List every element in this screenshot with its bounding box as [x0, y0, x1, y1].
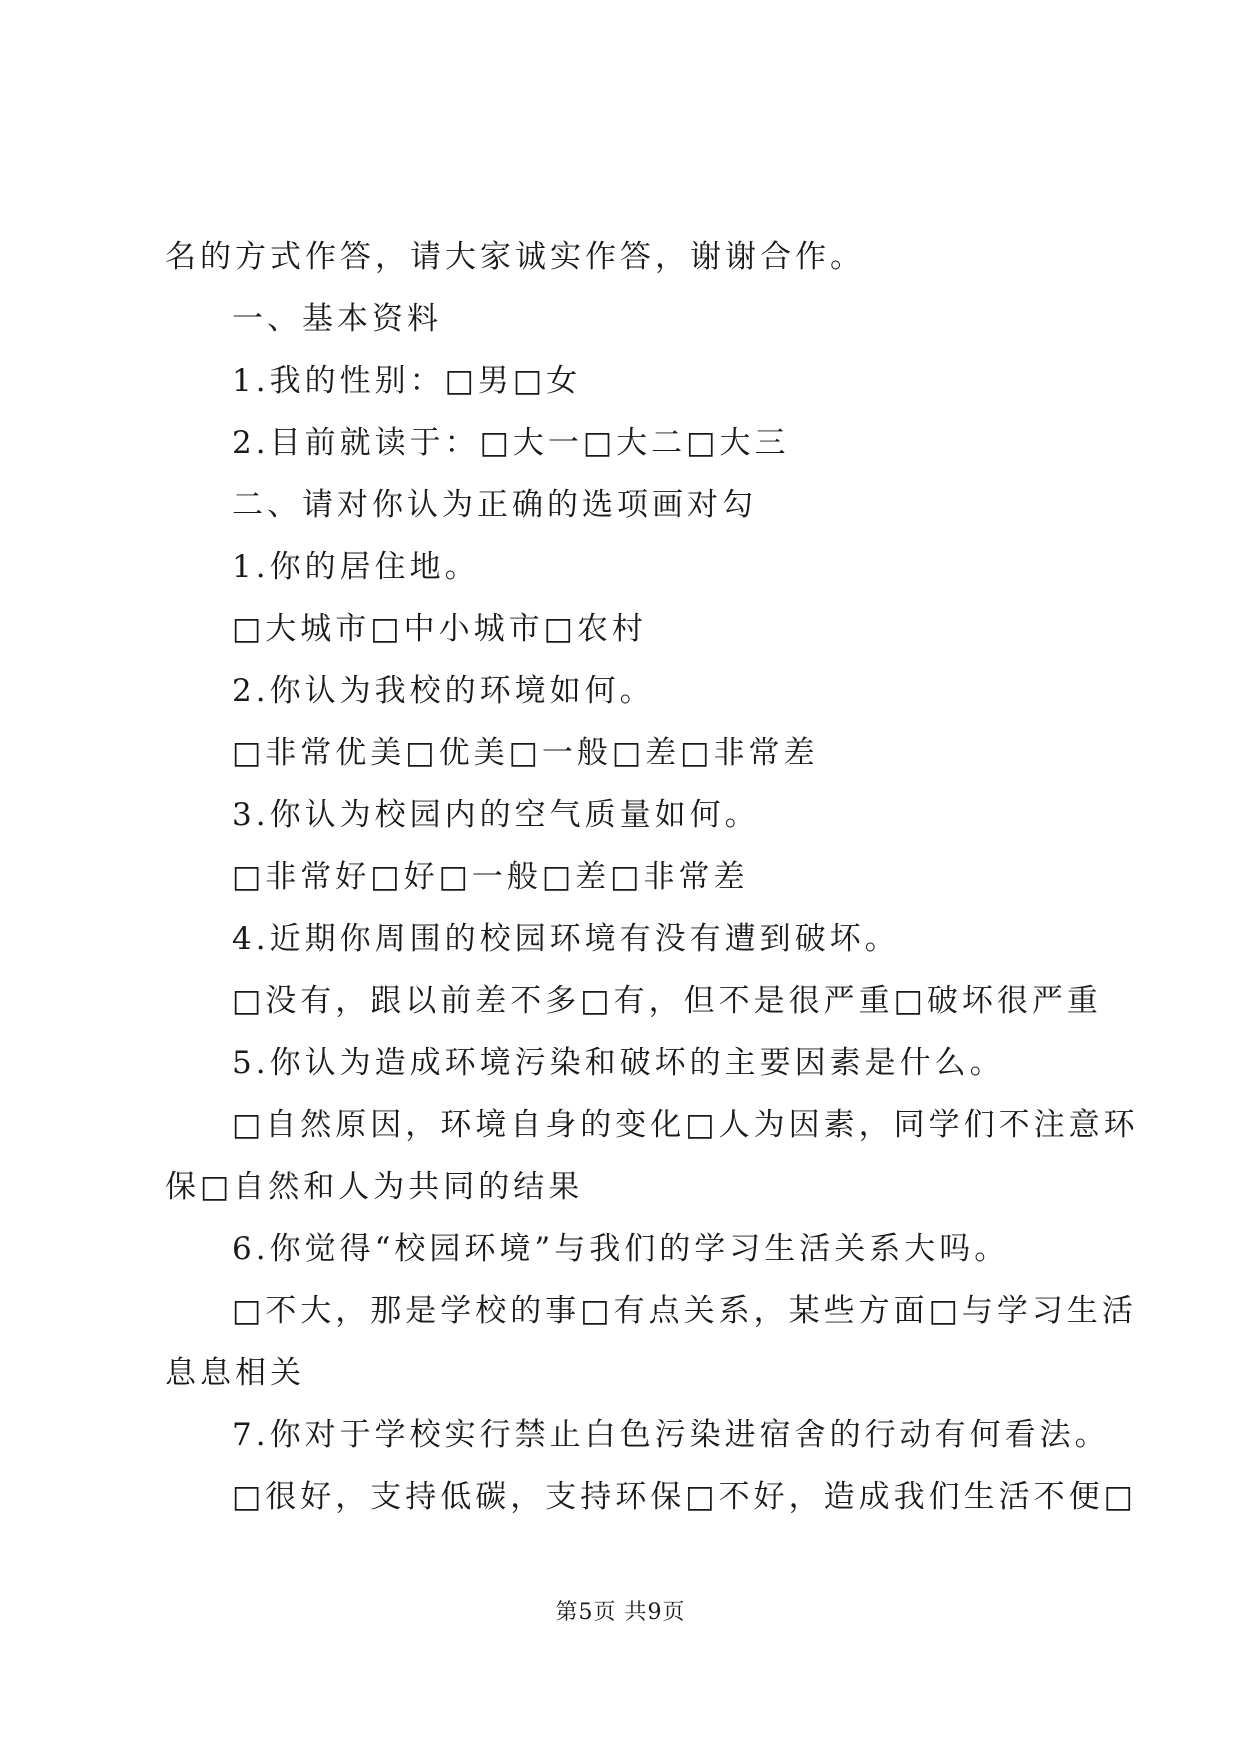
- page-footer: 第5页 共9页: [555, 1600, 686, 1625]
- options-2: □非常优美□优美□一般□差□非常差: [232, 735, 819, 771]
- options-6-line-2: 息息相关: [165, 1355, 305, 1391]
- options-5-line-2: 保□自然和人为共同的结果: [165, 1169, 584, 1205]
- options-6-line-1: □不大，那是学校的事□有点关系，某些方面□与学习生活: [232, 1293, 1137, 1329]
- question-gender: 1.我的性别：□男□女: [232, 363, 582, 399]
- text-line-1: 名的方式作答，请大家诚实作答，谢谢合作。: [165, 239, 865, 275]
- section-heading-choices: 二、请对你认为正确的选项画对勾: [232, 487, 757, 523]
- question-5: 5.你认为造成环境污染和破坏的主要因素是什么。: [232, 1045, 1005, 1081]
- question-4: 4.近期你周围的校园环境有没有遭到破坏。: [232, 921, 900, 957]
- question-6: 6.你觉得“校园环境”与我们的学习生活关系大吗。: [232, 1231, 1010, 1267]
- options-5-line-1: □自然原因，环境自身的变化□人为因素，同学们不注意环: [232, 1107, 1139, 1143]
- options-7: □很好，支持低碳，支持环保□不好，造成我们生活不便□: [232, 1479, 1137, 1515]
- options-4: □没有，跟以前差不多□有，但不是很严重□破坏很严重: [232, 983, 1102, 1019]
- question-2: 2.你认为我校的环境如何。: [232, 673, 655, 709]
- question-1: 1.你的居住地。: [232, 549, 480, 585]
- question-grade: 2.目前就读于：□大一□大二□大三: [232, 425, 790, 461]
- question-7: 7.你对于学校实行禁止白色污染进宿舍的行动有何看法。: [232, 1417, 1110, 1453]
- section-heading-basic-info: 一、基本资料: [232, 301, 442, 337]
- question-3: 3.你认为校园内的空气质量如何。: [232, 797, 760, 833]
- document-body: [165, 226, 1139, 1528]
- options-3: □非常好□好□一般□差□非常差: [232, 859, 749, 895]
- options-1: □大城市□中小城市□农村: [232, 611, 647, 647]
